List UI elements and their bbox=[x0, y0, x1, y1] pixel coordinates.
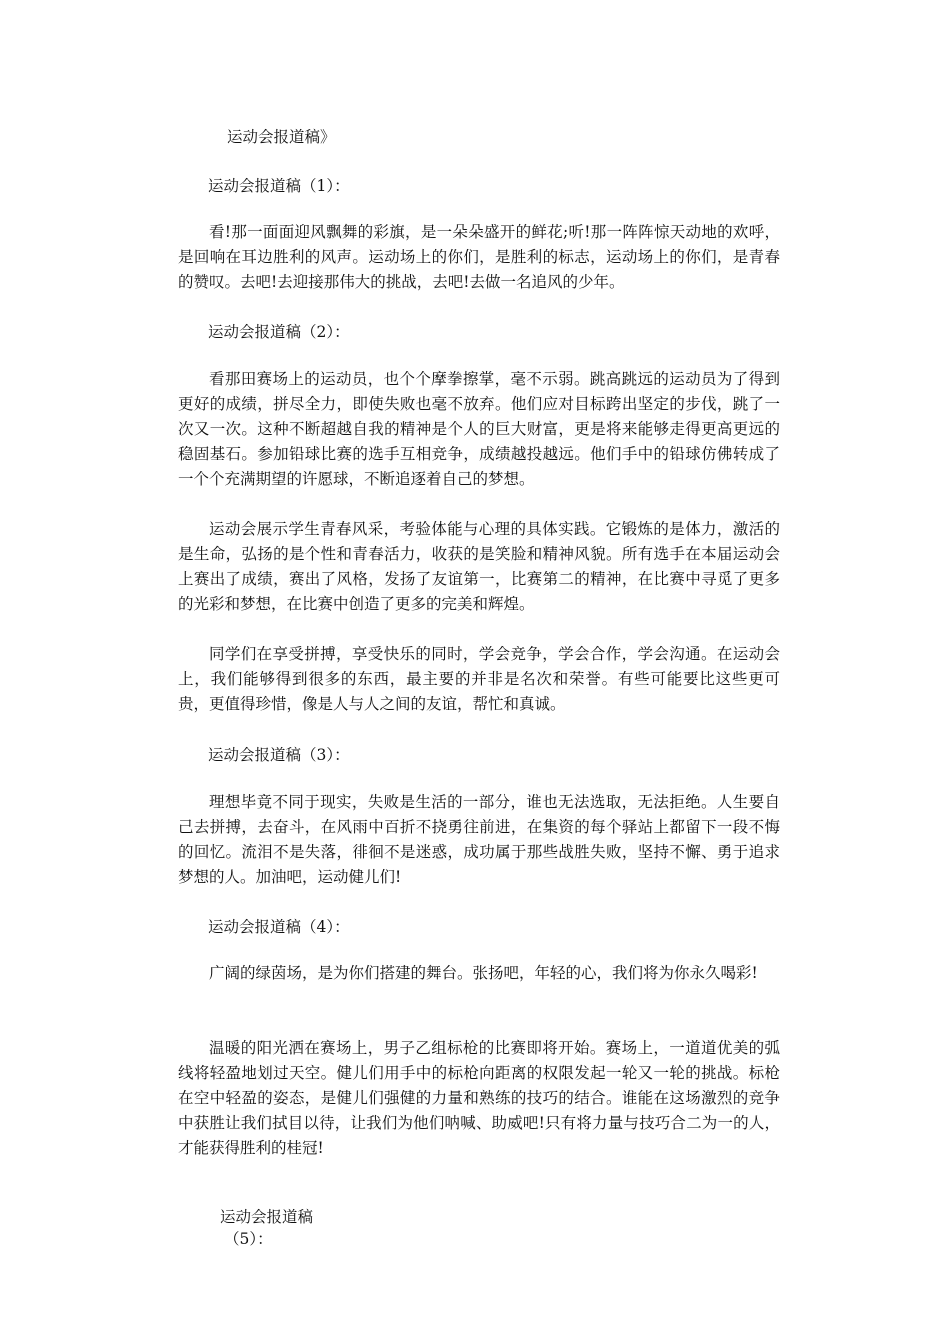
section-heading-1: 运动会报道稿（1）： bbox=[208, 177, 350, 195]
section-heading-4: 运动会报道稿（4）： bbox=[208, 918, 350, 936]
section-heading-3: 运动会报道稿（3）： bbox=[208, 746, 350, 764]
paragraph: 看那田赛场上的运动员，也个个摩拳擦掌，毫不示弱。跳高跳远的运动员为了得到更好的成绩，拼尽全力，即使失败也毫不放弃。他们应对目标跨出坚定的步伐，跳了一次又一次。这种不断超越自我的精神是个人的巨大财富，更是将来能够走得更高更远的稳固基石。参加铅球比赛的选手互相竞争，成绩越投越远。他们手中的铅球仿佛转成了一个个充满期望的许愿球，不断追逐着自己的梦想。 bbox=[178, 370, 780, 488]
paragraph: 温暖的阳光洒在赛场上，男子乙组标枪的比赛即将开始。赛场上，一道道优美的弧线将轻盈地划过天空。健儿们用手中的标枪向距离的权限发起一轮又一轮的挑战。标枪在空中轻盈的姿态，是健儿们强健的力量和熟练的技巧的结合。谁能在这场激烈的竞争中获胜让我们拭目以待，让我们为他们呐喊、助威吧!只有将力量与技巧合二为一的人，才能获得胜利的桂冠! bbox=[178, 1039, 780, 1157]
section-heading-5-line2: （5）： bbox=[224, 1230, 273, 1248]
paragraph: 理想毕竟不同于现实，失败是生活的一部分，谁也无法选取，无法拒绝。人生要自己去拼搏，去奋斗，在风雨中百折不挠勇往前进，在集资的每个驿站上都留下一段不悔的回忆。流泪不是失落，徘徊不是迷惑，成功属于那些战胜失败，坚持不懈、勇于追求梦想的人。加油吧，运动健儿们! bbox=[178, 793, 780, 886]
paragraph: 运动会展示学生青春风采，考验体能与心理的具体实践。它锻炼的是体力，激活的是生命，弘扬的是个性和青春活力，收获的是笑脸和精神风貌。所有选手在本届运动会上赛出了成绩，赛出了风格，发扬了友谊第一，比赛第二的精神，在比赛中寻觅了更多的光彩和梦想，在比赛中创造了更多的完美和辉煌。 bbox=[178, 520, 780, 613]
section-heading-5-line1: 运动会报道稿 bbox=[220, 1208, 314, 1226]
paragraph: 广阔的绿茵场，是为你们搭建的舞台。张扬吧，年轻的心，我们将为你永久喝彩! bbox=[209, 964, 758, 982]
paragraph: 看!那一面面迎风飘舞的彩旗，是一朵朵盛开的鲜花;听!那一阵阵惊天动地的欢呼，是回响在耳边胜利的风声。运动场上的你们，是胜利的标志，运动场上的你们，是青春的赞叹。去吧!去迎接那伟大的挑战，去吧!去做一名追风的少年。 bbox=[178, 223, 780, 291]
paragraph: 同学们在享受拼搏，享受快乐的同时，学会竞争，学会合作，学会沟通。在运动会上，我们能够得到很多的东西，最主要的并非是名次和荣誉。有些可能要比这些更可贵，更值得珍惜，像是人与人之间的友谊，帮忙和真诚。 bbox=[178, 645, 780, 713]
section-heading-5 bbox=[220, 1206, 313, 1250]
document-title: 运动会报道稿》 bbox=[227, 128, 336, 146]
section-heading-2: 运动会报道稿（2）： bbox=[208, 323, 350, 341]
